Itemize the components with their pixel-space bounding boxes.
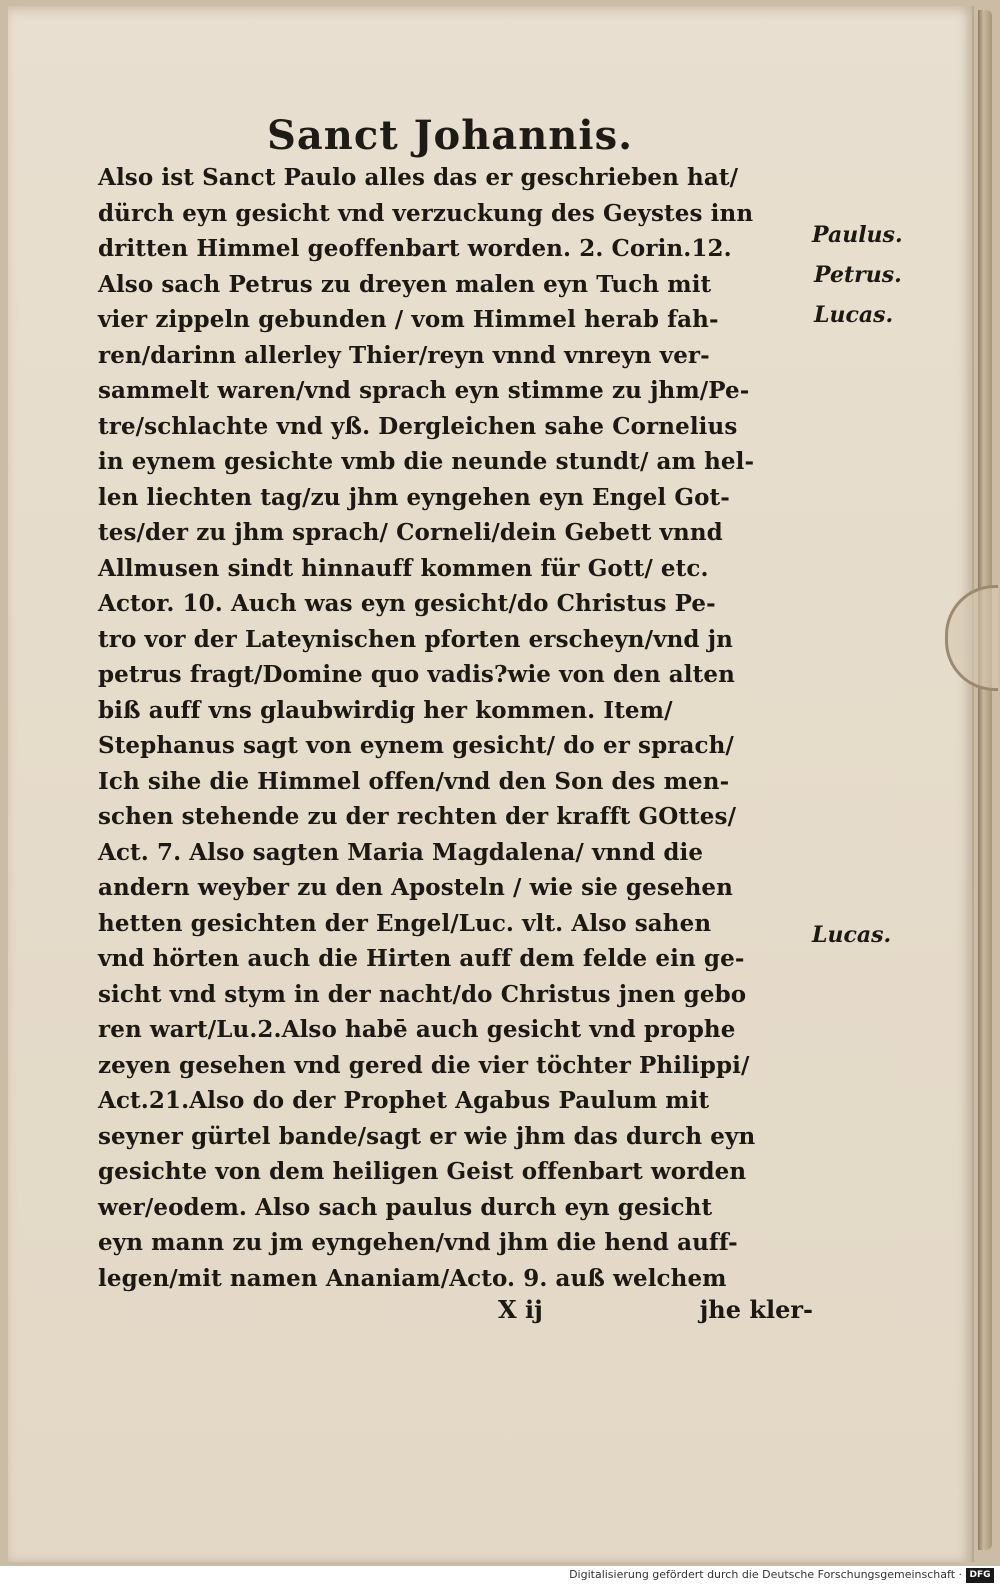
text-line: tes/der zu jhm sprach/ Corneli/dein Gebett vnnd [98,519,723,546]
page-foot [98,1295,813,1331]
text-line: andern weyber zu den Aposteln / wie sie gesehen [98,874,733,901]
digitization-footer [0,1566,1000,1586]
text-line: vnd hörten auch die Hirten auff dem felde ein ge- [98,945,745,972]
dfg-logo: DFG [966,1568,994,1583]
text-line: biß auff vns glaubwirdig her kommen. Item/ [98,696,673,724]
margin-note-paulus: Paulus. [812,222,903,248]
text-line: tro vor der Lateynischen pforten erscheyn/vnd jn [98,625,733,653]
text-line: seyner gürtel bande/sagt er wie jhm das durch eyn [98,1122,756,1150]
text-line: Also sach Petrus zu dreyen malen eyn Tuch mit [98,270,712,298]
text-line: gesichte von dem heiligen Geist offenbart worden [98,1158,747,1185]
text-line: vier zippeln gebunden / vom Himmel herab fah- [98,306,719,333]
text-line: schen stehende zu der rechten der krafft GOttes/ [98,803,737,830]
text-line: Act.21.Also do der Prophet Agabus Paulum mit [98,1087,710,1114]
text-line: Act. 7. Also sagten Maria Magdalena/ vnnd die [98,838,704,866]
margin-note-lucas: Lucas. [812,922,892,948]
text-line: ren wart/Lu.2.Also habē auch gesicht vnd prophe [98,1016,736,1043]
text-line: eyn mann zu jm eyngehen/vnd jhm die hend auff- [98,1229,738,1256]
text-line: zeyen gesehen vnd gered die vier töchter Philippi/ [98,1051,750,1079]
text-line: Allmusen sindt hinnauff kommen für Gott/ etc. [98,554,709,582]
text-line: dritten Himmel geoffenbart worden. 2. Corin.12. [98,235,732,262]
text-line: Actor. 10. Auch was eyn gesicht/do Christus Pe- [98,590,716,617]
text-line: sammelt waren/vnd sprach eyn stimme zu jhm/Pe- [98,377,750,404]
text-line: Stephanus sagt von eynem gesicht/ do er sprach/ [98,732,734,759]
running-head: Sanct Johannis. [266,112,634,159]
text-line: wer/eodem. Also sach paulus durch eyn gesicht [98,1193,713,1221]
body-text [98,160,813,1296]
margin-note-lucas: Lucas. [814,302,894,328]
text-line: dürch eyn gesicht vnd verzuckung des Geystes inn [98,199,754,227]
margin-note-petrus: Petrus. [814,262,902,288]
text-line: len liechten tag/zu jhm eyngehen eyn Engel Got- [98,483,730,511]
text-line: sicht vnd stym in der nacht/do Christus jnen gebo [98,980,747,1008]
funding-credit: Digitalisierung gefördert durch die Deutsche Forschungsgemeinschaft · [569,1568,962,1581]
text-line: hetten gesichten der Engel/Luc. vlt. Also sahen [98,909,712,937]
text-line: petrus fragt/Domine quo vadis?wie von den alten [98,661,735,688]
catchword: jhe kler- [699,1295,813,1324]
signature-mark: X ij [498,1295,543,1324]
text-line: legen/mit namen Ananiam/Acto. 9. auß welchem [98,1264,727,1292]
text-line: ren/darinn allerley Thier/reyn vnnd vnreyn ver- [98,341,710,369]
text-line: tre/schlachte vnd yß. Dergleichen sahe Cornelius [98,412,738,440]
text-line: in eynem gesichte vmb die neunde stundt/ am hel- [98,448,755,475]
page-edge-strip [978,10,992,1550]
text-line: Ich sihe die Himmel offen/vnd den Son des men- [98,767,730,795]
text-line: Also ist Sanct Paulo alles das er geschrieben hat/ [98,164,739,191]
